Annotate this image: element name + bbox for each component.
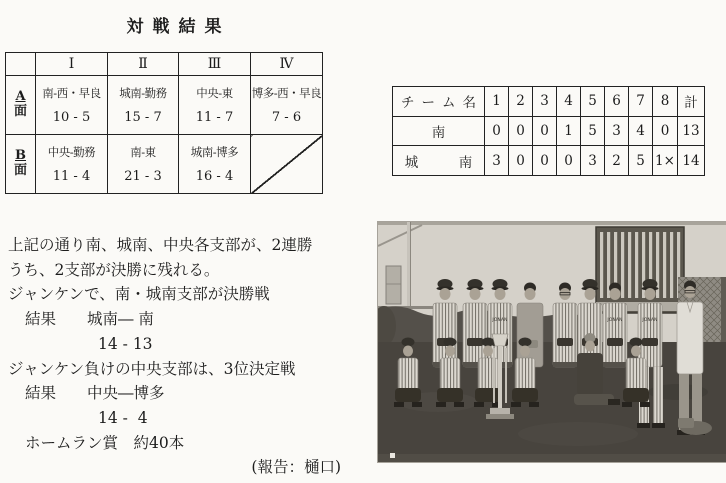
match-results-table bbox=[5, 52, 323, 194]
report-line: ジャンケン負けの中央支部は、3位決定戦 bbox=[8, 359, 296, 378]
total-header: 計 bbox=[678, 87, 705, 117]
match-cell bbox=[108, 76, 179, 135]
report-text bbox=[8, 233, 352, 480]
match-teams: 南-西・早良 bbox=[42, 86, 101, 100]
inning-score: 3 bbox=[605, 116, 629, 146]
jersey-text: JONAN bbox=[607, 317, 623, 322]
inning-score: 4 bbox=[629, 116, 653, 146]
row-a bbox=[6, 76, 323, 135]
team-name: 城 南 bbox=[393, 146, 485, 176]
page-title: 対戦結果 bbox=[126, 17, 231, 37]
inning-score: 0 bbox=[533, 116, 557, 146]
match-score: 21 - 3 bbox=[124, 169, 162, 184]
col-header-1: Ⅰ bbox=[36, 53, 108, 76]
results-header-row bbox=[6, 53, 323, 76]
match-cell bbox=[36, 135, 108, 194]
match-teams: 博多-西・早良 bbox=[251, 86, 322, 100]
inning-score: 0 bbox=[509, 116, 533, 146]
linescore-row-jonan bbox=[393, 146, 705, 176]
report-line: 上記の通り南、城南、中央各支部が、2連勝 bbox=[8, 236, 313, 254]
total-score: 14 bbox=[678, 146, 705, 176]
inning-header: 2 bbox=[509, 87, 533, 117]
inning-score: 1× bbox=[653, 146, 678, 176]
inning-score: 3 bbox=[485, 146, 509, 176]
col-header-3: Ⅲ bbox=[179, 53, 251, 76]
match-teams: 南-東 bbox=[130, 145, 156, 159]
inning-score: 0 bbox=[557, 146, 581, 176]
inning-header: 5 bbox=[581, 87, 605, 117]
inning-score: 2 bbox=[605, 146, 629, 176]
row-kanji: 面 bbox=[13, 163, 27, 178]
linescore-table bbox=[392, 86, 705, 176]
reporter-credit: (報告：樋口) bbox=[251, 458, 341, 477]
row-b bbox=[6, 135, 323, 194]
linescore-row-minami bbox=[393, 116, 705, 146]
match-score: 11 - 4 bbox=[52, 169, 91, 184]
match-teams: 中央-東 bbox=[196, 86, 233, 100]
match-cell bbox=[251, 76, 323, 135]
third-place-score: 14 - 4 bbox=[98, 408, 148, 427]
match-score: 11 - 7 bbox=[195, 110, 234, 125]
wall-window bbox=[386, 266, 401, 304]
match-teams: 城南-勤務 bbox=[119, 86, 167, 100]
inning-header: 7 bbox=[629, 87, 653, 117]
col-header-2: Ⅱ bbox=[108, 53, 179, 76]
match-cell bbox=[108, 135, 179, 194]
report-line: うち、2支部が決勝に残れる。 bbox=[8, 260, 220, 279]
final-score: 14 - 13 bbox=[98, 334, 153, 353]
team-name-header: チーム名 bbox=[393, 87, 485, 117]
row-kanji: 面 bbox=[13, 104, 27, 119]
match-cell bbox=[36, 76, 108, 135]
row-letter: A bbox=[15, 89, 26, 105]
total-score: 13 bbox=[678, 116, 705, 146]
match-score: 15 - 7 bbox=[124, 110, 162, 125]
inning-score: 1 bbox=[557, 116, 581, 146]
match-score: 10 - 5 bbox=[52, 110, 91, 125]
inning-header: 8 bbox=[653, 87, 678, 117]
report-line: 結果 中央―博多 bbox=[25, 384, 165, 403]
row-letter: B bbox=[15, 148, 26, 164]
match-teams: 城南-博多 bbox=[190, 145, 239, 159]
empty-diagonal-cell bbox=[251, 135, 323, 194]
inning-header: 1 bbox=[485, 87, 509, 117]
utility-pole bbox=[407, 222, 411, 316]
jersey-text: JONAN bbox=[492, 317, 508, 322]
match-teams: 中央-勤務 bbox=[47, 145, 96, 159]
inning-header: 3 bbox=[533, 87, 557, 117]
inning-score: 0 bbox=[485, 116, 509, 146]
inning-header: 4 bbox=[557, 87, 581, 117]
row-label-a bbox=[6, 76, 36, 135]
inning-header: 6 bbox=[605, 87, 629, 117]
barred-window bbox=[596, 227, 684, 313]
report-line: 結果 城南― 南 bbox=[25, 310, 154, 329]
inning-score: 0 bbox=[533, 146, 557, 176]
inning-score: 5 bbox=[629, 146, 653, 176]
inning-score: 3 bbox=[581, 146, 605, 176]
report-line: ジャンケンで、南・城南支部が決勝戦 bbox=[8, 285, 270, 304]
match-cell bbox=[179, 135, 251, 194]
match-score: 7 - 6 bbox=[271, 110, 302, 125]
inning-score: 5 bbox=[581, 116, 605, 146]
inning-score: 0 bbox=[509, 146, 533, 176]
team-name: 南 bbox=[393, 116, 485, 146]
homerun-award-line: ホームラン賞 約40本 bbox=[25, 433, 185, 452]
match-cell bbox=[179, 76, 251, 135]
print-artifact bbox=[390, 453, 395, 458]
inning-score: 0 bbox=[653, 116, 678, 146]
linescore-header-row bbox=[393, 87, 705, 117]
match-score: 16 - 4 bbox=[195, 169, 234, 184]
corner-cell bbox=[6, 53, 36, 76]
col-header-4: Ⅳ bbox=[251, 53, 323, 76]
jersey-text: JONAN bbox=[642, 317, 658, 322]
team-photo bbox=[378, 222, 726, 462]
row-label-b bbox=[6, 135, 36, 194]
